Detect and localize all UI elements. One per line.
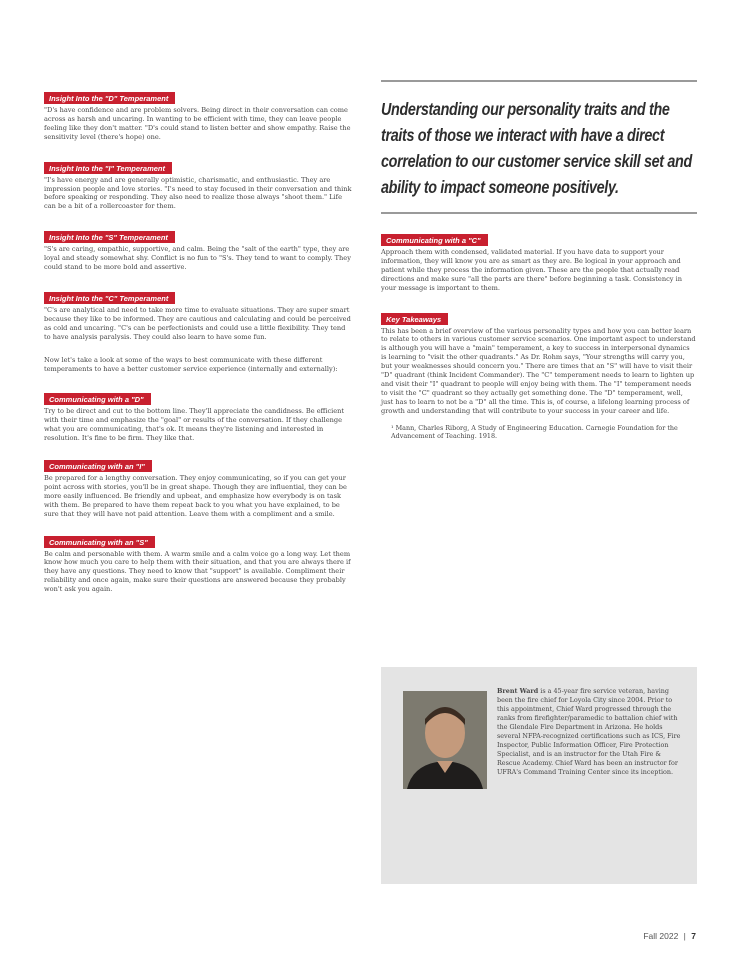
section-tag-d-insight: Insight Into the "D" Temperament bbox=[44, 92, 175, 104]
section-tag-communicate-s: Communicating with an "S" bbox=[44, 536, 155, 548]
paragraph-i-insight: "I's have energy and are generally optimistic, charismatic, and enthusiastic. They are impression people and love stories. "I's need to stay focused in their conversation and think before speaking or responding. They also need to realize those always "shoot them." Life can be a bit of a rollercoaster for them. bbox=[44, 175, 352, 211]
author-name: Brent Ward bbox=[497, 687, 539, 695]
paragraph-communicate-s: Be calm and personable with them. A warm smile and a calm voice go a long way. Let them know how much you care to help them with their situation, and that you are always there if they have any questions. They need to know that "support" is available. Compliment their reliability and once again, make sure their questions are answered because they probably won't ask you again. bbox=[44, 549, 351, 594]
section-tag-communicate-c: Communicating with a "C" bbox=[381, 234, 488, 246]
paragraph-c-insight: "C's are analytical and need to take more time to evaluate situations. They are super smart because they like to be informed. They are cautious and calculating and could be perceived as cold and uncaring. "C's can be perfectionists and could use a little flexibility. They tend to have analysis paralysis. They could also learn to have some fun. bbox=[44, 305, 351, 341]
issue-label: Fall 2022 bbox=[643, 931, 679, 941]
paragraph-communicate-i: Be prepared for a lengthy conversation. They enjoy communicating, so if you can get your point across with stories, you'll be in great shape. Though they are influential, they can be more easily influenced. Be friendly and upbeat, and emphasize how everybody is on task with them. Be prepared to have them repeat back to you what you have explained, to be sure that they will have not paid attention. Leave them with a compliment and a smile. bbox=[44, 474, 347, 518]
section-tag-key-takeaways: Key Takeaways bbox=[381, 313, 448, 325]
paragraph-key-takeaways: This has been a brief overview of the various personality types and how you can better learn to relate to others in various customer service scenarios. One important aspect to understand is although you will have a "main" temperament, a key to success in interpersonal dynamics is learning to "visit the other quadrants." As Dr. Rohm says, "Your strengths will carry you, but your weaknesses should concern you." There are times that an "S" will have to visit their "D" quadrant (think Incident Commander). The "C" temperament needs to learn to lighten up and visit their "I" quadrant to people will enjoy being with them. The "I" temperament needs to visit the "C" quadrant so they actually get something done. The "D" temperament, well, just has to learn to not be a "D" all the time. This is, of course, a lifelong learning process of growth and understanding that will contribute to your success in your career and life. bbox=[381, 326, 696, 415]
section-tag-s-insight: Insight Into the "S" Temperament bbox=[44, 231, 175, 243]
page-number: 7 bbox=[691, 931, 696, 941]
paragraph-d-insight: "D's have confidence and are problem solvers. Being direct in their conversation can come across as harsh and uncaring. In wanting to be efficient with time, they can leave people feeling like they don't matter. "D's could stand to listen better and show empathy. Raise the sensitivity level (there's hope) one. bbox=[44, 106, 351, 141]
paragraph-communicate-d: Try to be direct and cut to the bottom line. They'll appreciate the candidness. Be efficient with their time and emphasize the "goal" or results of the conversation. If they challenge what you are communicating, that's ok. It means they're listening and interested in resolution. It's fine to be firm. They like that. bbox=[44, 407, 345, 443]
paragraph-transition: Now let's take a look at some of the ways to best communicate with these different temperaments to have a better customer service experience (internally and externally): bbox=[44, 355, 338, 373]
section-tag-communicate-d: Communicating with a "D" bbox=[44, 393, 151, 405]
section-tag-c-insight: Insight Into the "C" Temperament bbox=[44, 292, 175, 304]
paragraph-communicate-c: Approach them with condensed, validated material. If you have data to support your information, they will know you are as smart as they are. Be logical in your approach and patient while they process the information given. These are the people that actually read directions and make sure "all the parts are there" before beginning a task. Consistency in your message is important to them. bbox=[381, 248, 682, 292]
portrait-image bbox=[403, 691, 487, 789]
page-footer bbox=[643, 931, 696, 941]
section-tag-communicate-i: Communicating with an "I" bbox=[44, 460, 152, 472]
left-column bbox=[44, 86, 354, 608]
pull-quote-bottom-rule bbox=[381, 212, 697, 214]
section-tag-i-insight: Insight Into the "I" Temperament bbox=[44, 162, 172, 174]
author-bio-text: is a 45-year fire service veteran, having been the fire chief for Loyola City since 2004. Prior to this appointment, Chief Ward progressed through the ranks from firefighter/paramedic to battalion chief with the Glendale Fire Department in Arizona. He holds several NFPA-recognized certifications such as ICS, Fire Inspector, Public Information Officer, Fire Protection Specialist, and is an instructor for the Utah Fire & Rescue Academy. Chief Ward has been an instructor for UFRA's Command Training Center since its inception. bbox=[497, 687, 681, 776]
pull-quote-top-rule bbox=[381, 80, 697, 82]
footer-separator: | bbox=[683, 931, 686, 941]
paragraph-s-insight: "S's are caring, empathic, supportive, and calm. Being the "salt of the earth" type, they are loyal and steady somewhat shy. Conflict is no fun to "S's. They tend to want to comply. They could stand to be more bold and assertive. bbox=[44, 245, 351, 272]
right-column bbox=[381, 80, 697, 441]
footnote: ¹ Mann, Charles Riborg, A Study of Engineering Education. Carnegie Foundation for the Advancement of Teaching. 1918. bbox=[391, 423, 678, 441]
author-portrait bbox=[403, 691, 487, 789]
pull-quote: Understanding our personality traits and the traits of those we interact with have a direct correlation to our customer service skill set and ability to impact someone positively. bbox=[381, 99, 692, 197]
author-bio-box bbox=[381, 667, 697, 884]
